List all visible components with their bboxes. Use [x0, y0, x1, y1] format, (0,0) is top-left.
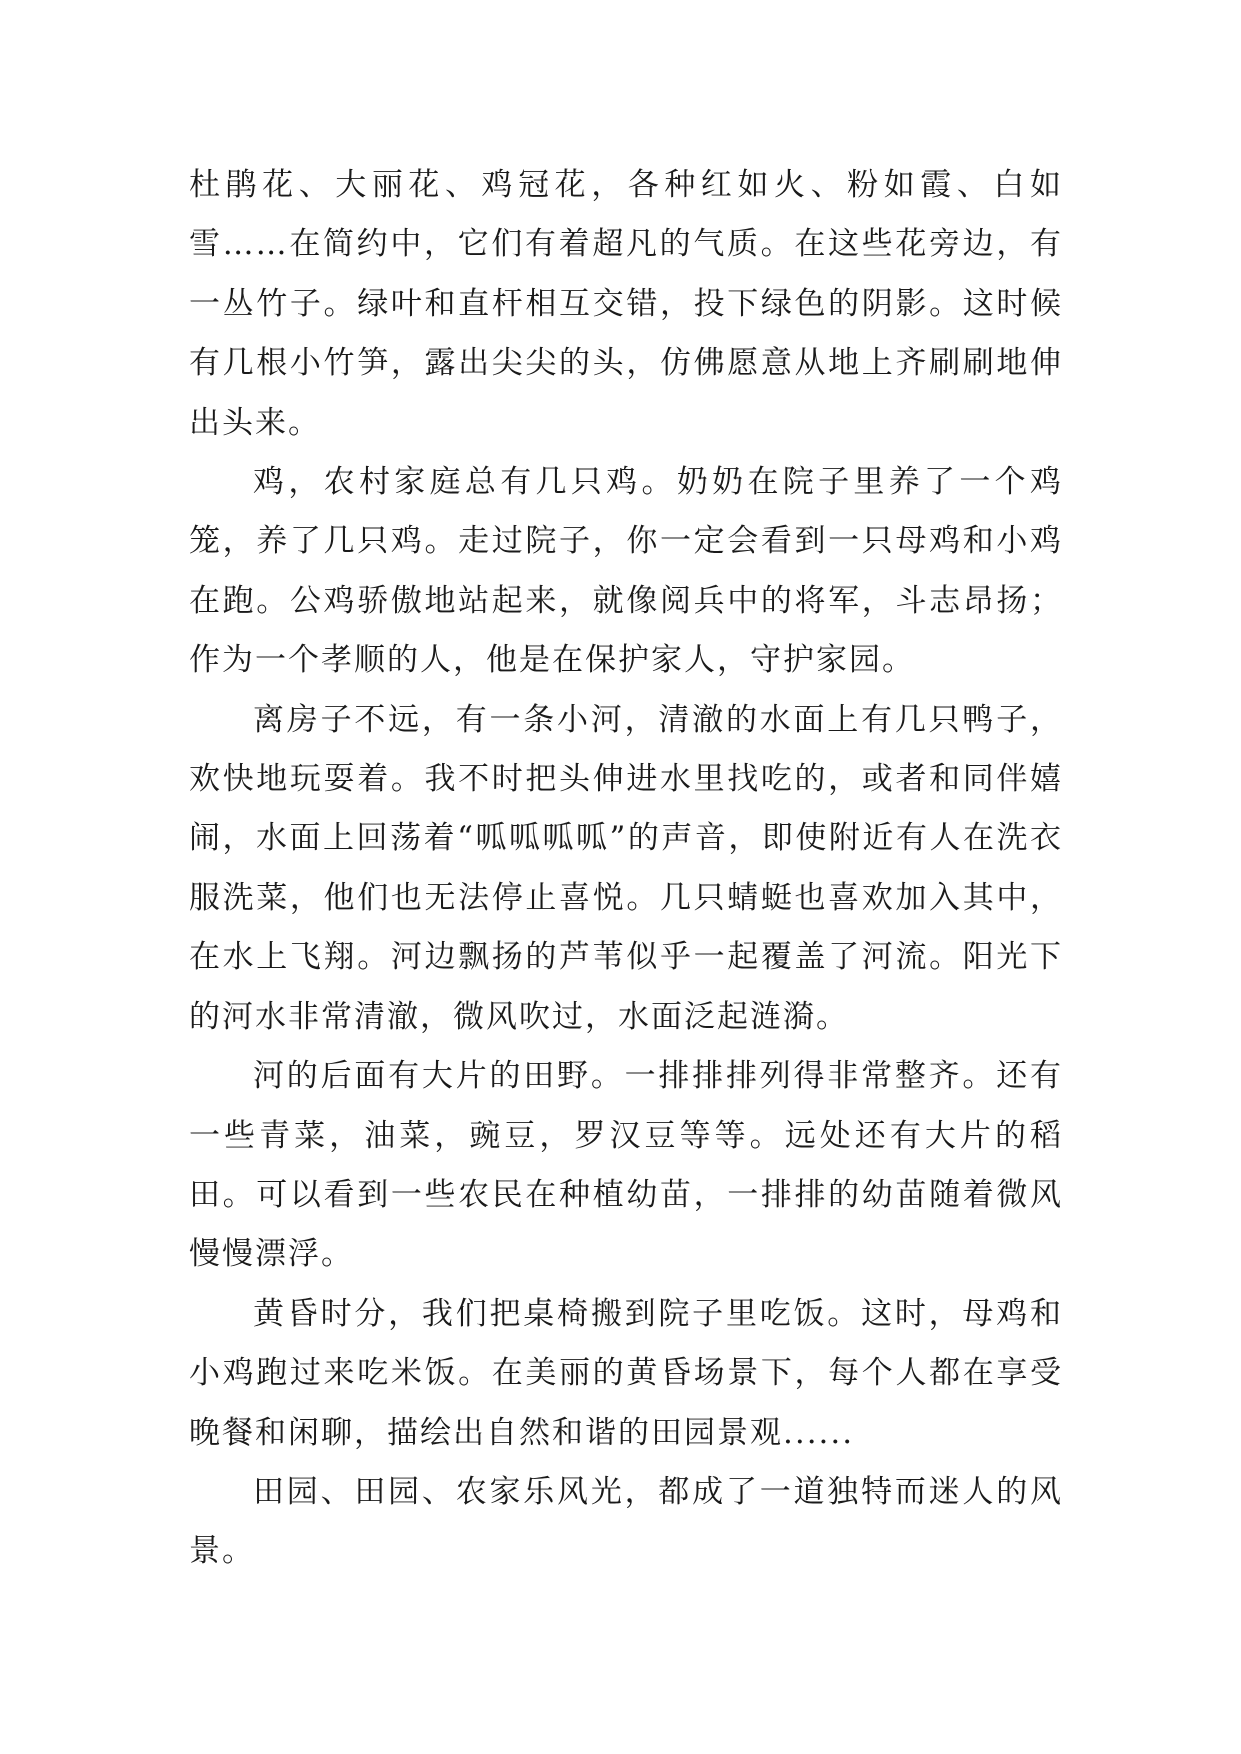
paragraph-flowers: 杜鹃花、大丽花、鸡冠花，各种红如火、粉如霞、白如雪……在简约中，它们有着超凡的气质。在这些花旁边，有一丛竹子。绿叶和直杆相互交错，投下绿色的阴影。这时候有几根小竹笋，露出尖尖的头，仿佛愿意从地上齐刷刷地伸出头来。	[189, 167, 1063, 441]
paragraph-river: 离房子不远，有一条小河，清澈的水面上有几只鸭子，欢快地玩耍着。我不时把头伸进水里找吃的，或者和同伴嬉闹，水面上回荡着“呱呱呱呱”的声音，即使附近有人在洗衣服洗菜，他们也无法停止喜悦。几只蜻蜓也喜欢加入其中，在水上飞翔。河边飘扬的芦苇似乎一起覆盖了河流。阳光下的河水非常清澈，微风吹过，水面泛起涟漪。	[189, 701, 1063, 1035]
paragraph-chickens: 鸡，农村家庭总有几只鸡。奶奶在院子里养了一个鸡笼，养了几只鸡。走过院子，你一定会看到一只母鸡和小鸡在跑。公鸡骄傲地站起来，就像阅兵中的将军，斗志昂扬；作为一个孝顺的人，他是在保护家人，守护家园。	[189, 464, 1063, 679]
paragraph-fields: 河的后面有大片的田野。一排排排列得非常整齐。还有一些青菜，油菜，豌豆，罗汉豆等等。远处还有大片的稻田。可以看到一些农民在种植幼苗，一排排的幼苗随着微风慢慢漂浮。	[189, 1058, 1063, 1273]
paragraph-conclusion: 田园、田园、农家乐风光，都成了一道独特而迷人的风景。	[189, 1473, 1063, 1570]
document-body	[189, 156, 1063, 1582]
paragraph-dusk: 黄昏时分，我们把桌椅搬到院子里吃饭。这时，母鸡和小鸡跑过来吃米饭。在美丽的黄昏场景下，每个人都在享受晚餐和闲聊，描绘出自然和谐的田园景观......	[189, 1295, 1063, 1451]
